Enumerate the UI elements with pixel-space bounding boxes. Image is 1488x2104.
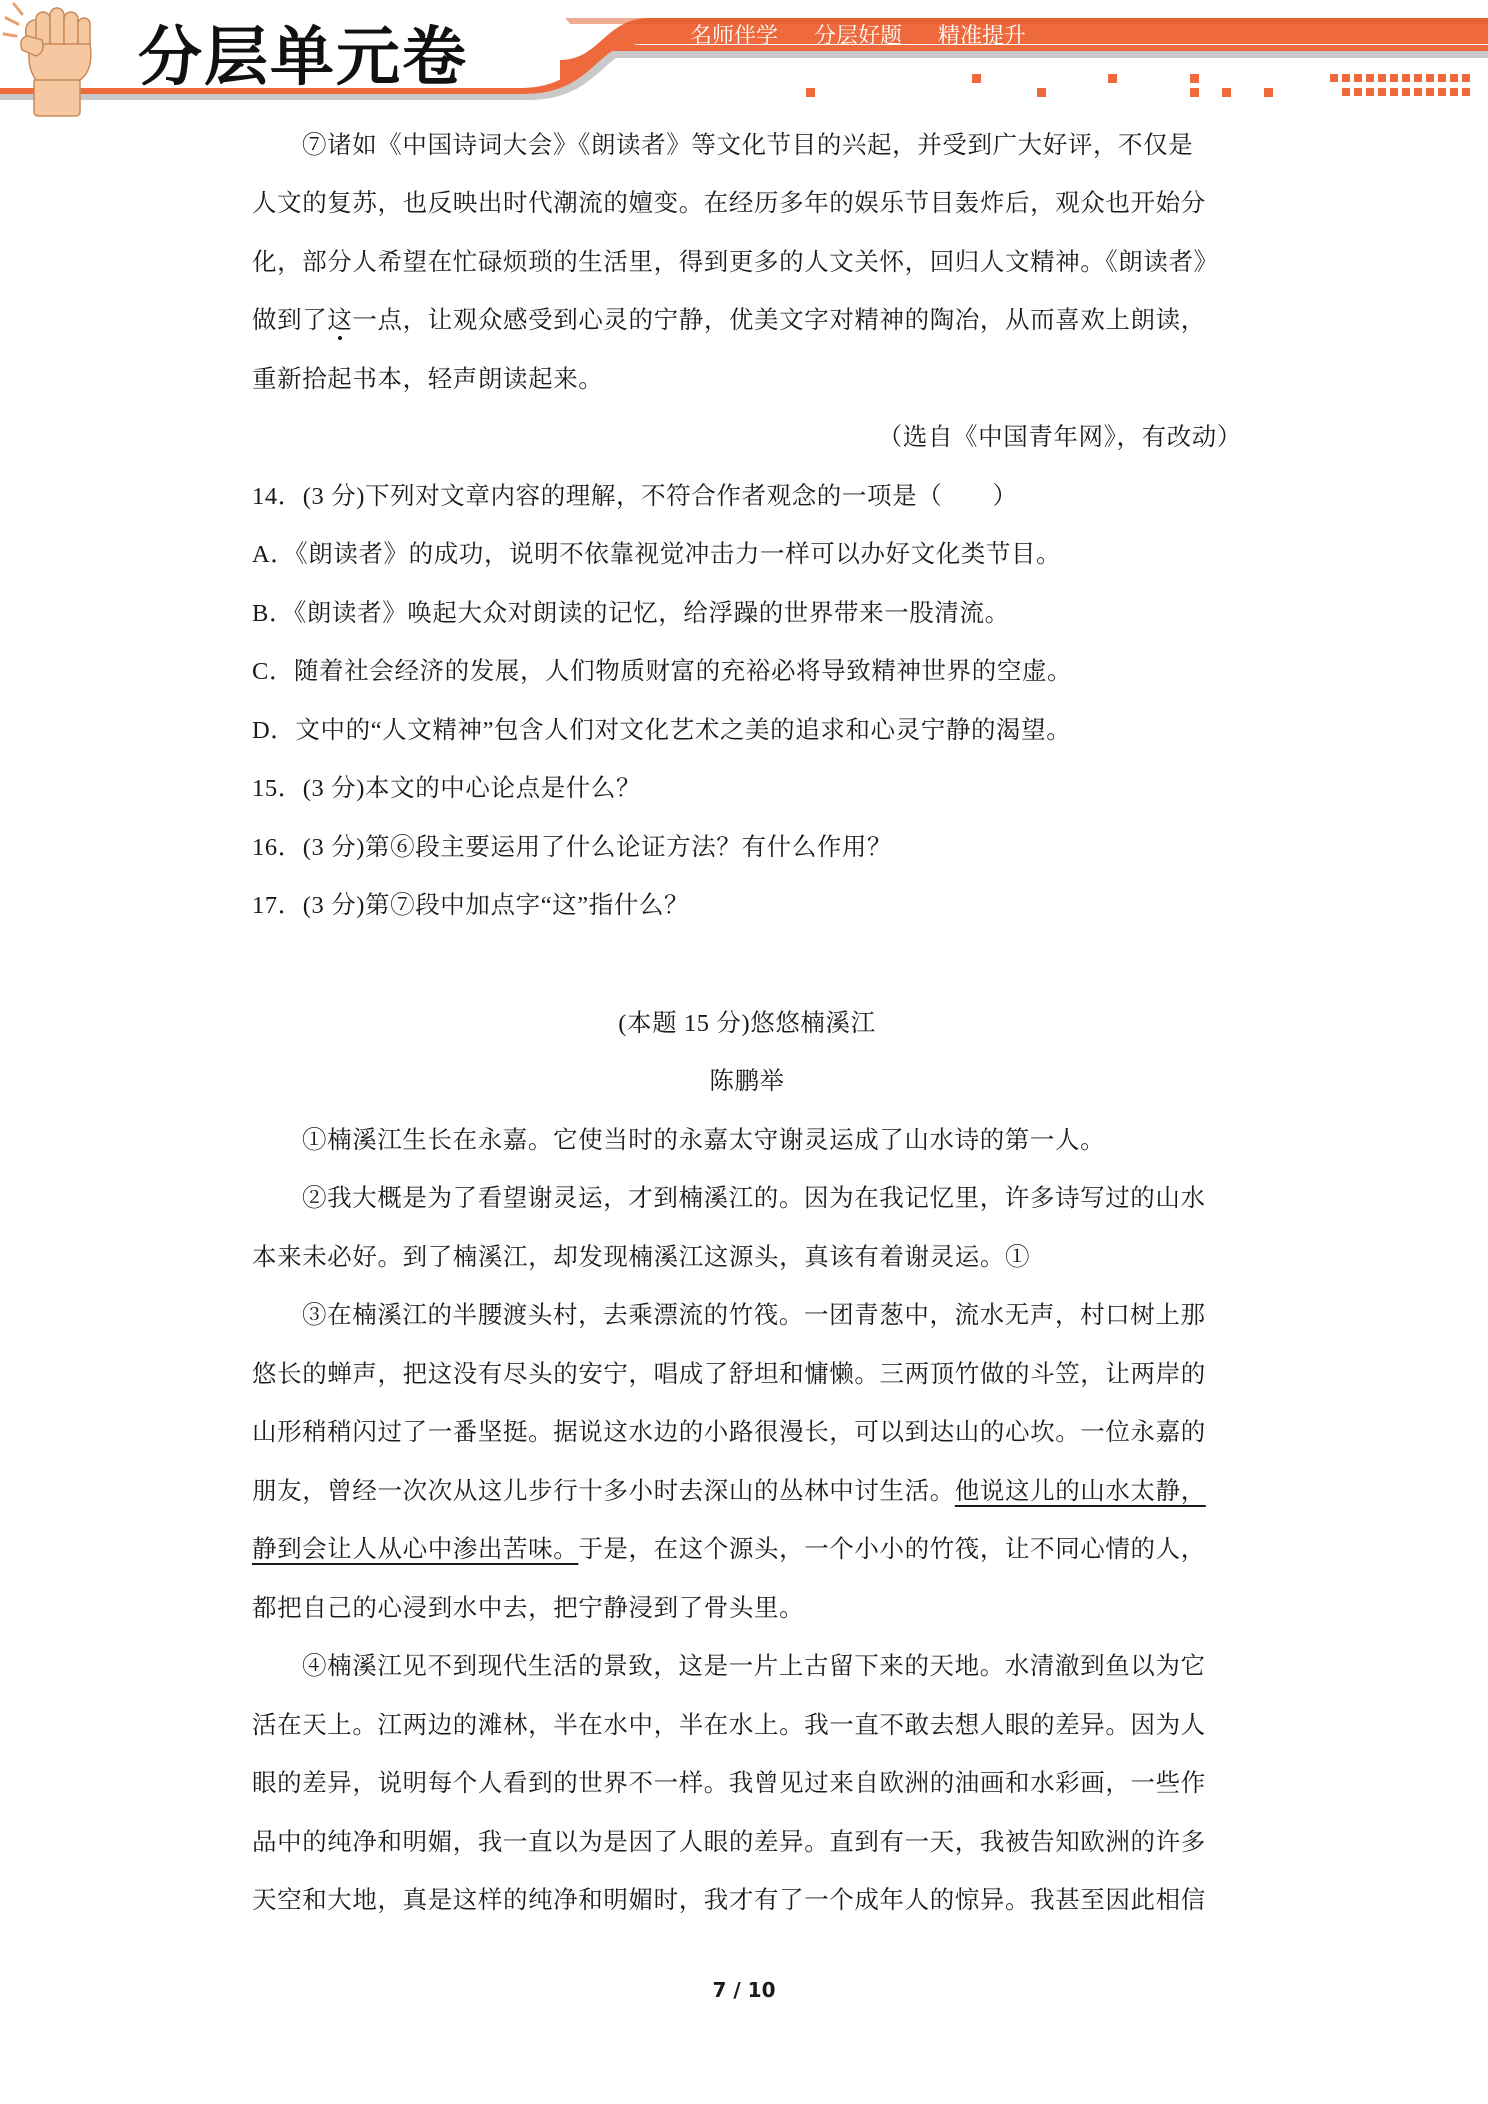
question-14: 14．(3 分)下列对文章内容的理解，不符合作者观念的一项是（ ） bbox=[252, 483, 1018, 510]
source-citation: （选自《中国青年网》，有改动） bbox=[877, 422, 1242, 451]
text-line bbox=[252, 1472, 1242, 1507]
page-number: 7 / 10 bbox=[712, 1978, 776, 2002]
text-line: 重新拾起书本，轻声朗读起来。 bbox=[252, 364, 604, 393]
text-line: 人文的复苏，也反映出时代潮流的嬗变。在经历多年的娱乐节目轰炸后，观众也开始分 bbox=[252, 188, 1206, 217]
question-16: 16．(3 分)第⑥段主要运用了什么论证方法？有什么作用？ bbox=[252, 834, 893, 861]
header-title: 分层单元卷 bbox=[138, 21, 468, 95]
text-span: 做到了 bbox=[252, 305, 328, 334]
option-d: D．文中的“人文精神”包含人们对文化艺术之美的追求和心灵宁静的渴望。 bbox=[252, 717, 1072, 744]
paragraph-1: ①楠溪江生长在永嘉。它使当时的永嘉太守谢灵运成了山水诗的第一人。 bbox=[302, 1125, 1106, 1154]
option-a: A．《朗读者》的成功，说明不依靠视觉冲击力一样可以办好文化类节目。 bbox=[252, 541, 1062, 568]
decor-dots bbox=[806, 74, 1470, 97]
underlined-sentence: 静到会让人从心中渗出苦味。 bbox=[252, 1534, 579, 1563]
text-line: 本来未必好。到了楠溪江，却发现楠溪江这源头，真该有着谢灵运。① bbox=[252, 1242, 1031, 1271]
tagline-item: 精准提升 bbox=[938, 24, 1027, 49]
text-span: 于是，在这个源头，一个小小的竹筏，让不同心情的人， bbox=[578, 1534, 1206, 1563]
passage-title: (本题 15 分)悠悠楠溪江 bbox=[618, 1010, 876, 1037]
text-line: 天空和大地，真是这样的纯净和明媚时，我才有了一个成年人的惊异。我甚至因此相信 bbox=[252, 1885, 1206, 1914]
question-17: 17．(3 分)第⑦段中加点字“这”指什么？ bbox=[252, 892, 690, 919]
fist-logo-icon bbox=[0, 0, 112, 118]
text-span: 一点，让观众感受到心灵的宁静，优美文字对精神的陶冶，从而喜欢上朗读， bbox=[352, 305, 1206, 334]
text-line bbox=[252, 1530, 1242, 1565]
text-line: 化，部分人希望在忙碌烦琐的生活里，得到更多的人文关怀，回归人文精神。《朗读者》 bbox=[252, 247, 1219, 276]
underlined-sentence: 他说这儿的山水太静， bbox=[954, 1476, 1206, 1505]
text-line: ④楠溪江见不到现代生活的景致，这是一片上古留下来的天地。水清澈到鱼以为它 bbox=[302, 1651, 1206, 1680]
text-line: ②我大概是为了看望谢灵运，才到楠溪江的。因为在我记忆里，许多诗写过的山水 bbox=[302, 1183, 1206, 1212]
text-span: 朋友，曾经一次次从这儿步行十多小时去深山的丛林中讨生活。 bbox=[252, 1476, 955, 1505]
question-15: 15．(3 分)本文的中心论点是什么？ bbox=[252, 775, 642, 802]
header-banner bbox=[0, 0, 1488, 110]
option-b: B．《朗读者》唤起大众对朗读的记忆，给浮躁的世界带来一股清流。 bbox=[252, 600, 1010, 627]
dotted-char: 这 bbox=[327, 305, 353, 334]
tagline-item: 名师伴学 bbox=[690, 24, 779, 49]
passage-author: 陈鹏举 bbox=[709, 1066, 785, 1095]
text-line: ⑦诸如《中国诗词大会》《朗读者》等文化节目的兴起，并受到广大好评，不仅是 bbox=[302, 130, 1194, 159]
text-line: 悠长的蝉声，把这没有尽头的安宁，唱成了舒坦和慵懒。三两顶竹做的斗笠，让两岸的 bbox=[252, 1359, 1206, 1388]
text-line bbox=[252, 301, 1242, 336]
text-line: 活在天上。江两边的滩林，半在水中，半在水上。我一直不敢去想人眼的差异。因为人 bbox=[252, 1710, 1206, 1739]
text-line: ③在楠溪江的半腰渡头村，去乘漂流的竹筏。一团青葱中，流水无声，村口树上那 bbox=[302, 1300, 1206, 1329]
text-line: 眼的差异，说明每个人看到的世界不一样。我曾见过来自欧洲的油画和水彩画，一些作 bbox=[252, 1768, 1206, 1797]
text-line: 品中的纯净和明媚，我一直以为是因了人眼的差异。直到有一天，我被告知欧洲的许多 bbox=[252, 1827, 1206, 1856]
option-c: C．随着社会经济的发展，人们物质财富的充裕必将导致精神世界的空虚。 bbox=[252, 658, 1073, 685]
text-line: 都把自己的心浸到水中去，把宁静浸到了骨头里。 bbox=[252, 1593, 805, 1622]
text-line: 山形稍稍闪过了一番坚挺。据说这水边的小路很漫长，可以到达山的心坎。一位永嘉的 bbox=[252, 1417, 1206, 1446]
tagline-item: 分层好题 bbox=[814, 24, 903, 49]
